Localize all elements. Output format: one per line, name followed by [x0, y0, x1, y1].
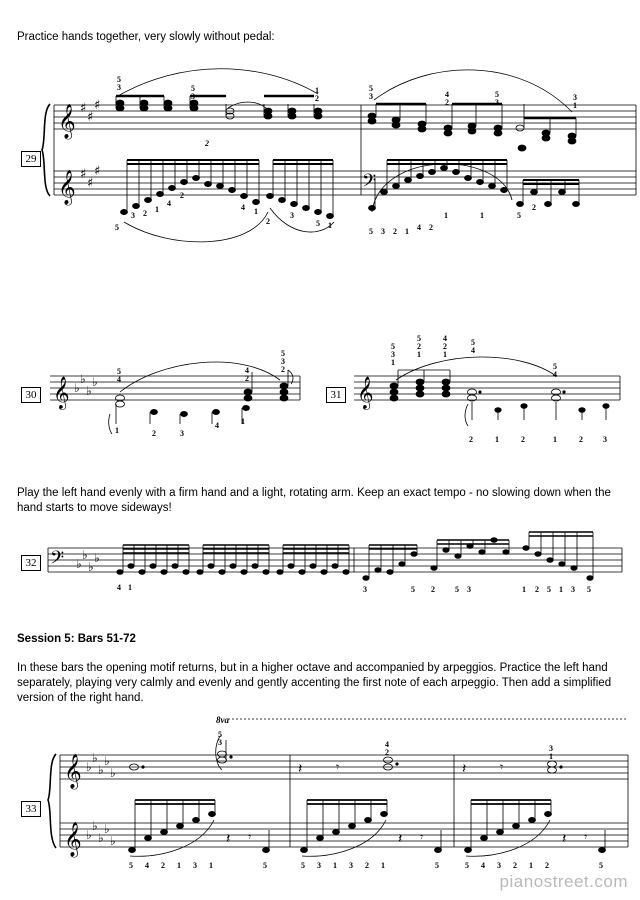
svg-text:2: 2: [513, 861, 517, 870]
sharp-icon: ♯: [87, 110, 94, 125]
svg-text:5: 5: [191, 84, 195, 93]
svg-text:1: 1: [480, 211, 484, 220]
svg-text:4: 4: [167, 199, 171, 208]
svg-text:1: 1: [559, 585, 563, 594]
svg-text:1: 1: [444, 211, 448, 220]
instruction-top: Practice hands together, very slowly without pedal:: [17, 31, 275, 43]
svg-text:4: 4: [417, 223, 421, 232]
svg-text:4: 4: [215, 421, 219, 430]
flat-icon: ♭: [88, 560, 94, 574]
svg-text:2: 2: [365, 861, 369, 870]
svg-text:3: 3: [218, 738, 222, 747]
svg-text:2: 2: [429, 223, 433, 232]
sharp-icon: ♯: [94, 98, 101, 113]
svg-text:3: 3: [391, 350, 395, 359]
flat-icon: ♭: [94, 551, 100, 565]
notes-32: [117, 532, 593, 580]
svg-text:2: 2: [431, 585, 435, 594]
svg-text:5: 5: [369, 227, 373, 236]
bar-number-32: 32: [21, 555, 41, 571]
svg-text:3: 3: [495, 98, 499, 107]
svg-text:2: 2: [180, 191, 184, 200]
bar-number-31: 31: [326, 387, 346, 403]
svg-text:3: 3: [363, 585, 367, 594]
svg-text:5: 5: [495, 90, 499, 99]
flat-icon: ♭: [82, 548, 88, 562]
svg-text:1: 1: [495, 435, 499, 444]
svg-text:1: 1: [417, 350, 421, 359]
svg-text:2: 2: [521, 435, 525, 444]
svg-text:1: 1: [241, 417, 245, 426]
treble-clef-icon: 𝄞: [53, 376, 70, 409]
flat-icon: ♭: [86, 760, 92, 774]
fingering-29: [115, 75, 577, 236]
svg-text:4: 4: [241, 203, 245, 212]
svg-text:2: 2: [161, 861, 165, 870]
svg-text:3: 3: [497, 861, 501, 870]
svg-text:3: 3: [193, 861, 197, 870]
svg-text:5: 5: [465, 861, 469, 870]
session-description: In these bars the opening motif returns, but in a higher octave and accompanied by arpeggios. Practice the left hand separately, playing very calmly and evenly and gently accenting the first note of each arpeggio. Then add a simplified version of the right hand.: [17, 662, 612, 704]
svg-text:5: 5: [115, 223, 119, 232]
treble-clef-icon: 𝄞: [58, 170, 76, 205]
flat-icon: ♭: [80, 372, 86, 386]
svg-text:1: 1: [328, 221, 332, 230]
svg-text:5: 5: [435, 861, 439, 870]
bar-number-33: 33: [21, 801, 41, 817]
system-32-symbols: [50, 548, 100, 574]
svg-text:3: 3: [467, 585, 471, 594]
svg-text:𝄾: 𝄾: [500, 760, 504, 774]
svg-text:5: 5: [417, 334, 421, 343]
svg-text:2: 2: [535, 585, 539, 594]
svg-text:𝄾: 𝄾: [336, 760, 340, 774]
svg-text:2: 2: [205, 139, 209, 148]
svg-text:2: 2: [266, 217, 270, 226]
svg-text:3: 3: [281, 357, 285, 366]
svg-text:5: 5: [281, 349, 285, 358]
svg-text:1: 1: [549, 752, 553, 761]
svg-text:1: 1: [155, 205, 159, 214]
bass-clef-icon: 𝄢: [362, 171, 377, 196]
svg-text:2: 2: [417, 342, 421, 351]
svg-text:4: 4: [443, 334, 447, 343]
svg-text:4: 4: [445, 90, 449, 99]
svg-text:1: 1: [391, 358, 395, 367]
svg-text:5: 5: [471, 338, 475, 347]
svg-text:5: 5: [391, 342, 395, 351]
svg-text:3: 3: [191, 92, 195, 101]
instruction-middle: Play the left hand evenly with a firm hand and a light, rotating arm. Keep an exact tempo - no slowing down when the hand starts to move sideways!: [17, 487, 611, 514]
svg-text:1: 1: [443, 350, 447, 359]
octave-mark: 8va: [216, 715, 229, 725]
svg-text:1: 1: [209, 861, 213, 870]
flat-icon: ♭: [110, 766, 116, 780]
svg-text:4: 4: [385, 740, 389, 749]
svg-text:1: 1: [177, 861, 181, 870]
svg-text:4: 4: [145, 861, 149, 870]
flat-icon: ♭: [92, 819, 98, 833]
treble-clef-icon: 𝄞: [58, 104, 76, 139]
svg-text:1: 1: [529, 861, 533, 870]
svg-text:3: 3: [317, 861, 321, 870]
svg-text:5: 5: [455, 585, 459, 594]
system-30-symbols: [53, 372, 98, 410]
svg-text:4: 4: [117, 375, 121, 384]
svg-text:5: 5: [129, 861, 133, 870]
svg-text:5: 5: [547, 585, 551, 594]
svg-text:3: 3: [573, 93, 577, 102]
svg-text:1: 1: [333, 861, 337, 870]
flat-icon: ♭: [74, 381, 80, 395]
notes-33: [129, 736, 606, 856]
svg-text:3: 3: [180, 429, 184, 438]
treble-clef-icon: 𝄞: [64, 822, 82, 857]
svg-text:𝄾: 𝄾: [248, 830, 252, 844]
flat-icon: ♭: [110, 834, 116, 848]
svg-text:4: 4: [553, 370, 557, 379]
svg-text:2: 2: [545, 861, 549, 870]
flat-icon: ♭: [98, 831, 104, 845]
svg-text:1: 1: [128, 583, 132, 592]
svg-text:5: 5: [553, 362, 557, 371]
svg-text:1: 1: [405, 227, 409, 236]
svg-text:2: 2: [443, 342, 447, 351]
svg-text:5: 5: [411, 585, 415, 594]
sharp-icon: ♯: [87, 176, 94, 191]
svg-text:3: 3: [369, 92, 373, 101]
flat-icon: ♭: [92, 751, 98, 765]
svg-text:2: 2: [143, 209, 147, 218]
svg-text:2: 2: [469, 435, 473, 444]
sharp-icon: ♯: [94, 164, 101, 179]
svg-text:𝄽: 𝄽: [226, 831, 231, 847]
svg-text:2: 2: [393, 227, 397, 236]
flat-icon: ♭: [104, 822, 110, 836]
svg-text:3: 3: [349, 861, 353, 870]
svg-text:4: 4: [245, 366, 249, 375]
svg-text:5: 5: [369, 84, 373, 93]
svg-text:1: 1: [573, 101, 577, 110]
svg-text:1: 1: [315, 86, 319, 95]
svg-text:2: 2: [579, 435, 583, 444]
fingering-32: [117, 583, 591, 594]
svg-text:1: 1: [522, 585, 526, 594]
svg-text:𝄽: 𝄽: [298, 761, 303, 777]
svg-text:1: 1: [381, 861, 385, 870]
bar-number-29: 29: [21, 151, 41, 167]
sharp-icon: ♯: [80, 101, 87, 116]
system-29-symbols: [58, 98, 376, 206]
svg-text:3: 3: [290, 211, 294, 220]
svg-text:4: 4: [481, 861, 485, 870]
bass-clef-icon: 𝄢: [50, 548, 65, 573]
flat-icon: ♭: [86, 384, 92, 398]
session-heading: Session 5: Bars 51-72: [17, 633, 136, 645]
watermark: pianostreet.com: [499, 872, 628, 891]
svg-text:2: 2: [245, 374, 249, 383]
treble-clef-icon: 𝄞: [357, 376, 374, 409]
svg-text:3: 3: [571, 585, 575, 594]
svg-text:4: 4: [117, 583, 121, 592]
notes-31: [390, 370, 609, 420]
svg-text:2: 2: [445, 98, 449, 107]
svg-text:5: 5: [599, 861, 603, 870]
svg-text:5: 5: [263, 861, 267, 870]
svg-text:5: 5: [117, 367, 121, 376]
flat-icon: ♭: [104, 754, 110, 768]
svg-text:3: 3: [381, 227, 385, 236]
treble-clef-icon: 𝄞: [64, 754, 82, 789]
notes-29-rh: [116, 96, 576, 151]
svg-text:2: 2: [281, 365, 285, 374]
flat-icon: ♭: [92, 375, 98, 389]
svg-text:2: 2: [315, 94, 319, 103]
svg-text:5: 5: [301, 861, 305, 870]
svg-text:3: 3: [549, 744, 553, 753]
bar-number-30: 30: [21, 387, 41, 403]
svg-text:1: 1: [254, 207, 258, 216]
flat-icon: ♭: [76, 557, 82, 571]
svg-text:3: 3: [117, 83, 121, 92]
svg-text:5: 5: [316, 219, 320, 228]
svg-text:1: 1: [115, 426, 119, 435]
system-30: [50, 362, 300, 434]
notes-29-lh: [118, 69, 580, 242]
sharp-icon: ♯: [80, 167, 87, 182]
svg-text:4: 4: [471, 346, 475, 355]
svg-text:2: 2: [385, 748, 389, 757]
svg-text:2: 2: [532, 203, 536, 212]
svg-text:5: 5: [587, 585, 591, 594]
svg-text:2: 2: [152, 429, 156, 438]
svg-text:𝄽: 𝄽: [462, 761, 467, 777]
flat-icon: ♭: [86, 828, 92, 842]
system-31-symbols: [357, 376, 374, 410]
svg-text:3: 3: [603, 435, 607, 444]
svg-text:5: 5: [517, 211, 521, 220]
svg-text:5: 5: [117, 75, 121, 84]
svg-text:1: 1: [553, 435, 557, 444]
flat-icon: ♭: [98, 763, 104, 777]
svg-text:3: 3: [131, 211, 135, 220]
svg-text:5: 5: [218, 730, 222, 739]
